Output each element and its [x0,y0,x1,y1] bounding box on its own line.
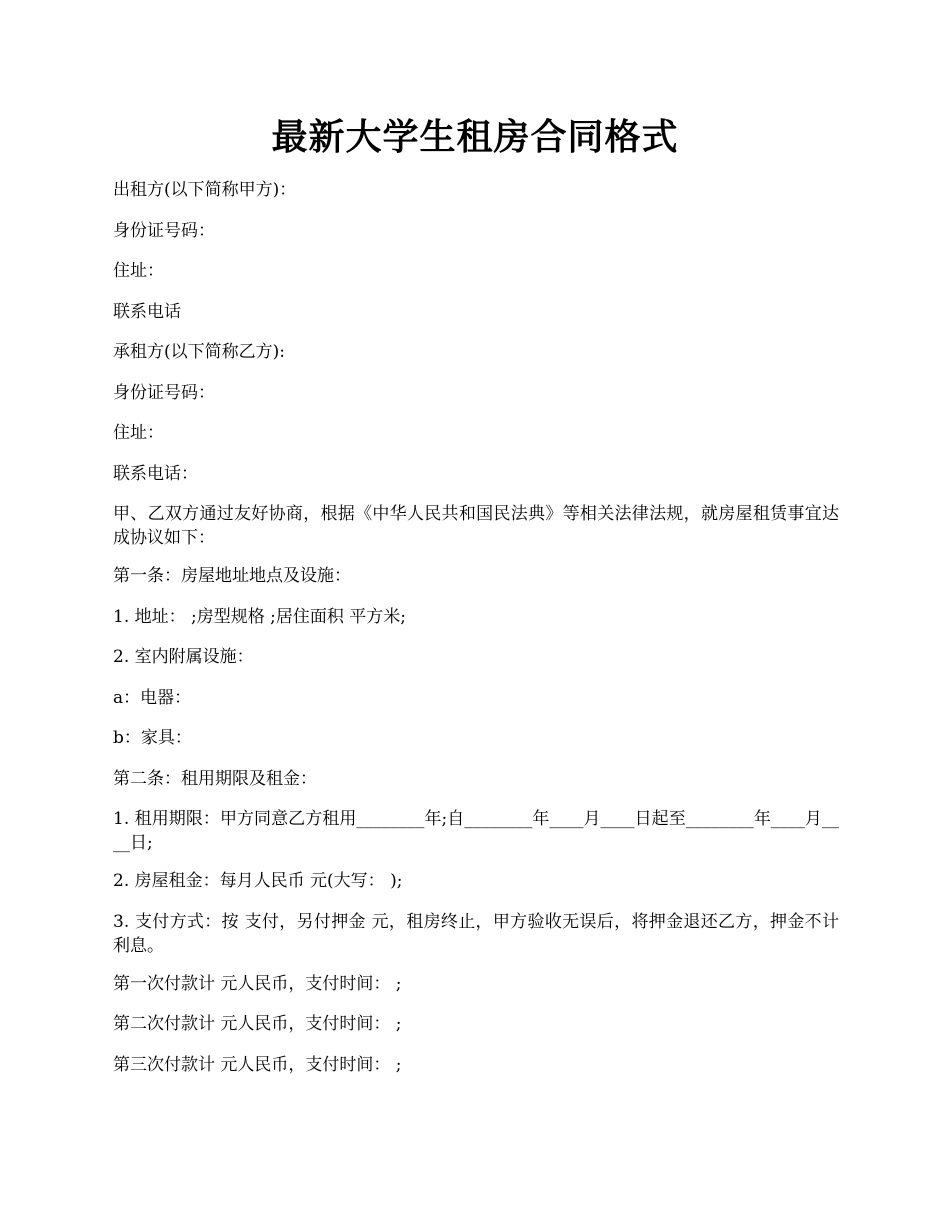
paragraph-article-1: 第一条：房屋地址地点及设施： [113,566,351,586]
paragraph-rent: 2. 房屋租金：每月人民币 元(大写： ); [113,871,403,891]
document-body [113,178,839,1093]
paragraph-furniture: b：家具： [113,728,192,748]
document-title: 最新大学生租房合同格式 [271,116,679,158]
paragraph-facilities: 2. 室内附属设施： [113,647,254,667]
paragraph-lessee-phone: 联系电话： [113,463,198,484]
paragraph-payment-2: 第二次付款计 元人民币，支付时间： ; [113,1014,402,1034]
paragraph-agreement-intro: 甲、乙双方通过友好协商，根据《中华人民共和国民法典》等相关法律法规，就房屋租赁事宜达成协议如下： [113,504,839,548]
paragraph-lessor: 出租方(以下简称甲方)： [113,180,297,200]
paragraph-lessor-id: 身份证号码： [113,220,215,241]
paragraph-address-item: 1. 地址： ;房型规格 ;居住面积 平方米; [113,606,407,627]
paragraph-lessor-address: 住址： [113,261,164,281]
paragraph-payment-1: 第一次付款计 元人民币，支付时间： ; [113,973,402,994]
paragraph-lessee-id: 身份证号码： [113,382,215,403]
paragraph-lessee: 承租方(以下简称乙方): [113,342,285,362]
paragraph-lessor-phone: 联系电话 [113,301,181,322]
paragraph-payment-method: 3. 支付方式：按 支付，另付押金 元，租房终止，甲方验收无误后，将押金退还乙方，押金不计利息。 [113,911,839,956]
paragraph-lease-term: 1. 租用期限：甲方同意乙方租用________年;自________年____月____日起至________年____月____日; [113,809,839,853]
paragraph-article-2: 第二条：租用期限及租金： [113,768,317,789]
paragraph-lessee-address: 住址： [113,423,164,443]
paragraph-appliances: a：电器： [113,687,192,708]
paragraph-payment-3: 第三次付款计 元人民币，支付时间： ; [113,1054,402,1075]
